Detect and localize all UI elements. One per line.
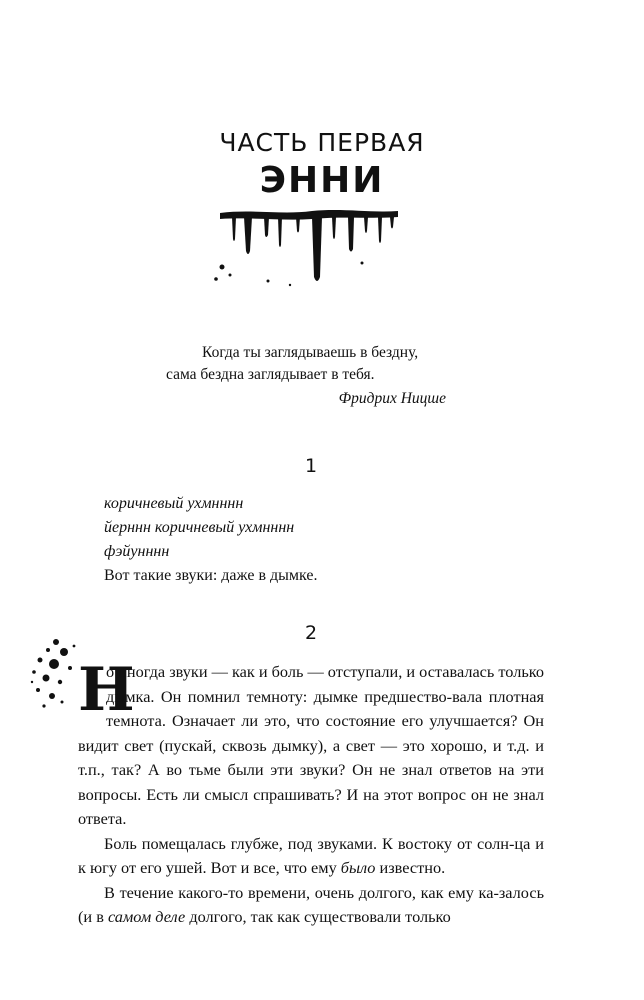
section-number-1: 1 — [304, 455, 318, 477]
sound-line: йерннн коричневый ухмнннн — [104, 519, 295, 536]
sound-line: фэйунннн — [104, 543, 170, 560]
epigraph-quote: Когда ты заглядываешь в бездну, сама бездна заглядывает в тебя. — [166, 344, 419, 383]
section-2-text — [78, 655, 544, 930]
paragraph: Боль помещалась глубже, под звуками. К востоку от солн-ца и к югу от его ушей. Вот и все, что ему было известно. — [78, 833, 544, 877]
drop-cap: Н — [78, 655, 135, 725]
section-number-2: 2 — [304, 622, 318, 644]
paragraph: Н о иногда звуки — как и боль — отступали, и оставалась только дымка. Он помнил темноту: дымке предшество-вала плотная темнота. Означает ли это, что состояние его улучшается? Он видит свет (пускай, сквозь дымку), а свет — это хорошо, и т.д. и т.п., так? А во тьме были эти звуки? Он не знал ответов на эти вопросы. Есть ли смысл спрашивать? И на этот вопрос он не знал ответа. — [78, 655, 544, 828]
chapter-name: ЭННИ — [259, 160, 385, 201]
paragraph: В течение какого-то времени, очень долгого, как ему ка-залось (и в самом деле долгого, так как существовали только — [78, 882, 544, 926]
section-1-closing-line: Вот такие звуки: даже в дымке. — [104, 567, 318, 584]
epigraph — [166, 342, 446, 410]
sound-line: коричневый ухмнннн — [104, 495, 244, 512]
epigraph-author: Фридрих Ницше — [338, 390, 446, 407]
ink-drips-ornament — [212, 205, 402, 295]
part-title: ЧАСТЬ ПЕРВАЯ — [219, 128, 425, 157]
section-1-text — [104, 492, 544, 588]
